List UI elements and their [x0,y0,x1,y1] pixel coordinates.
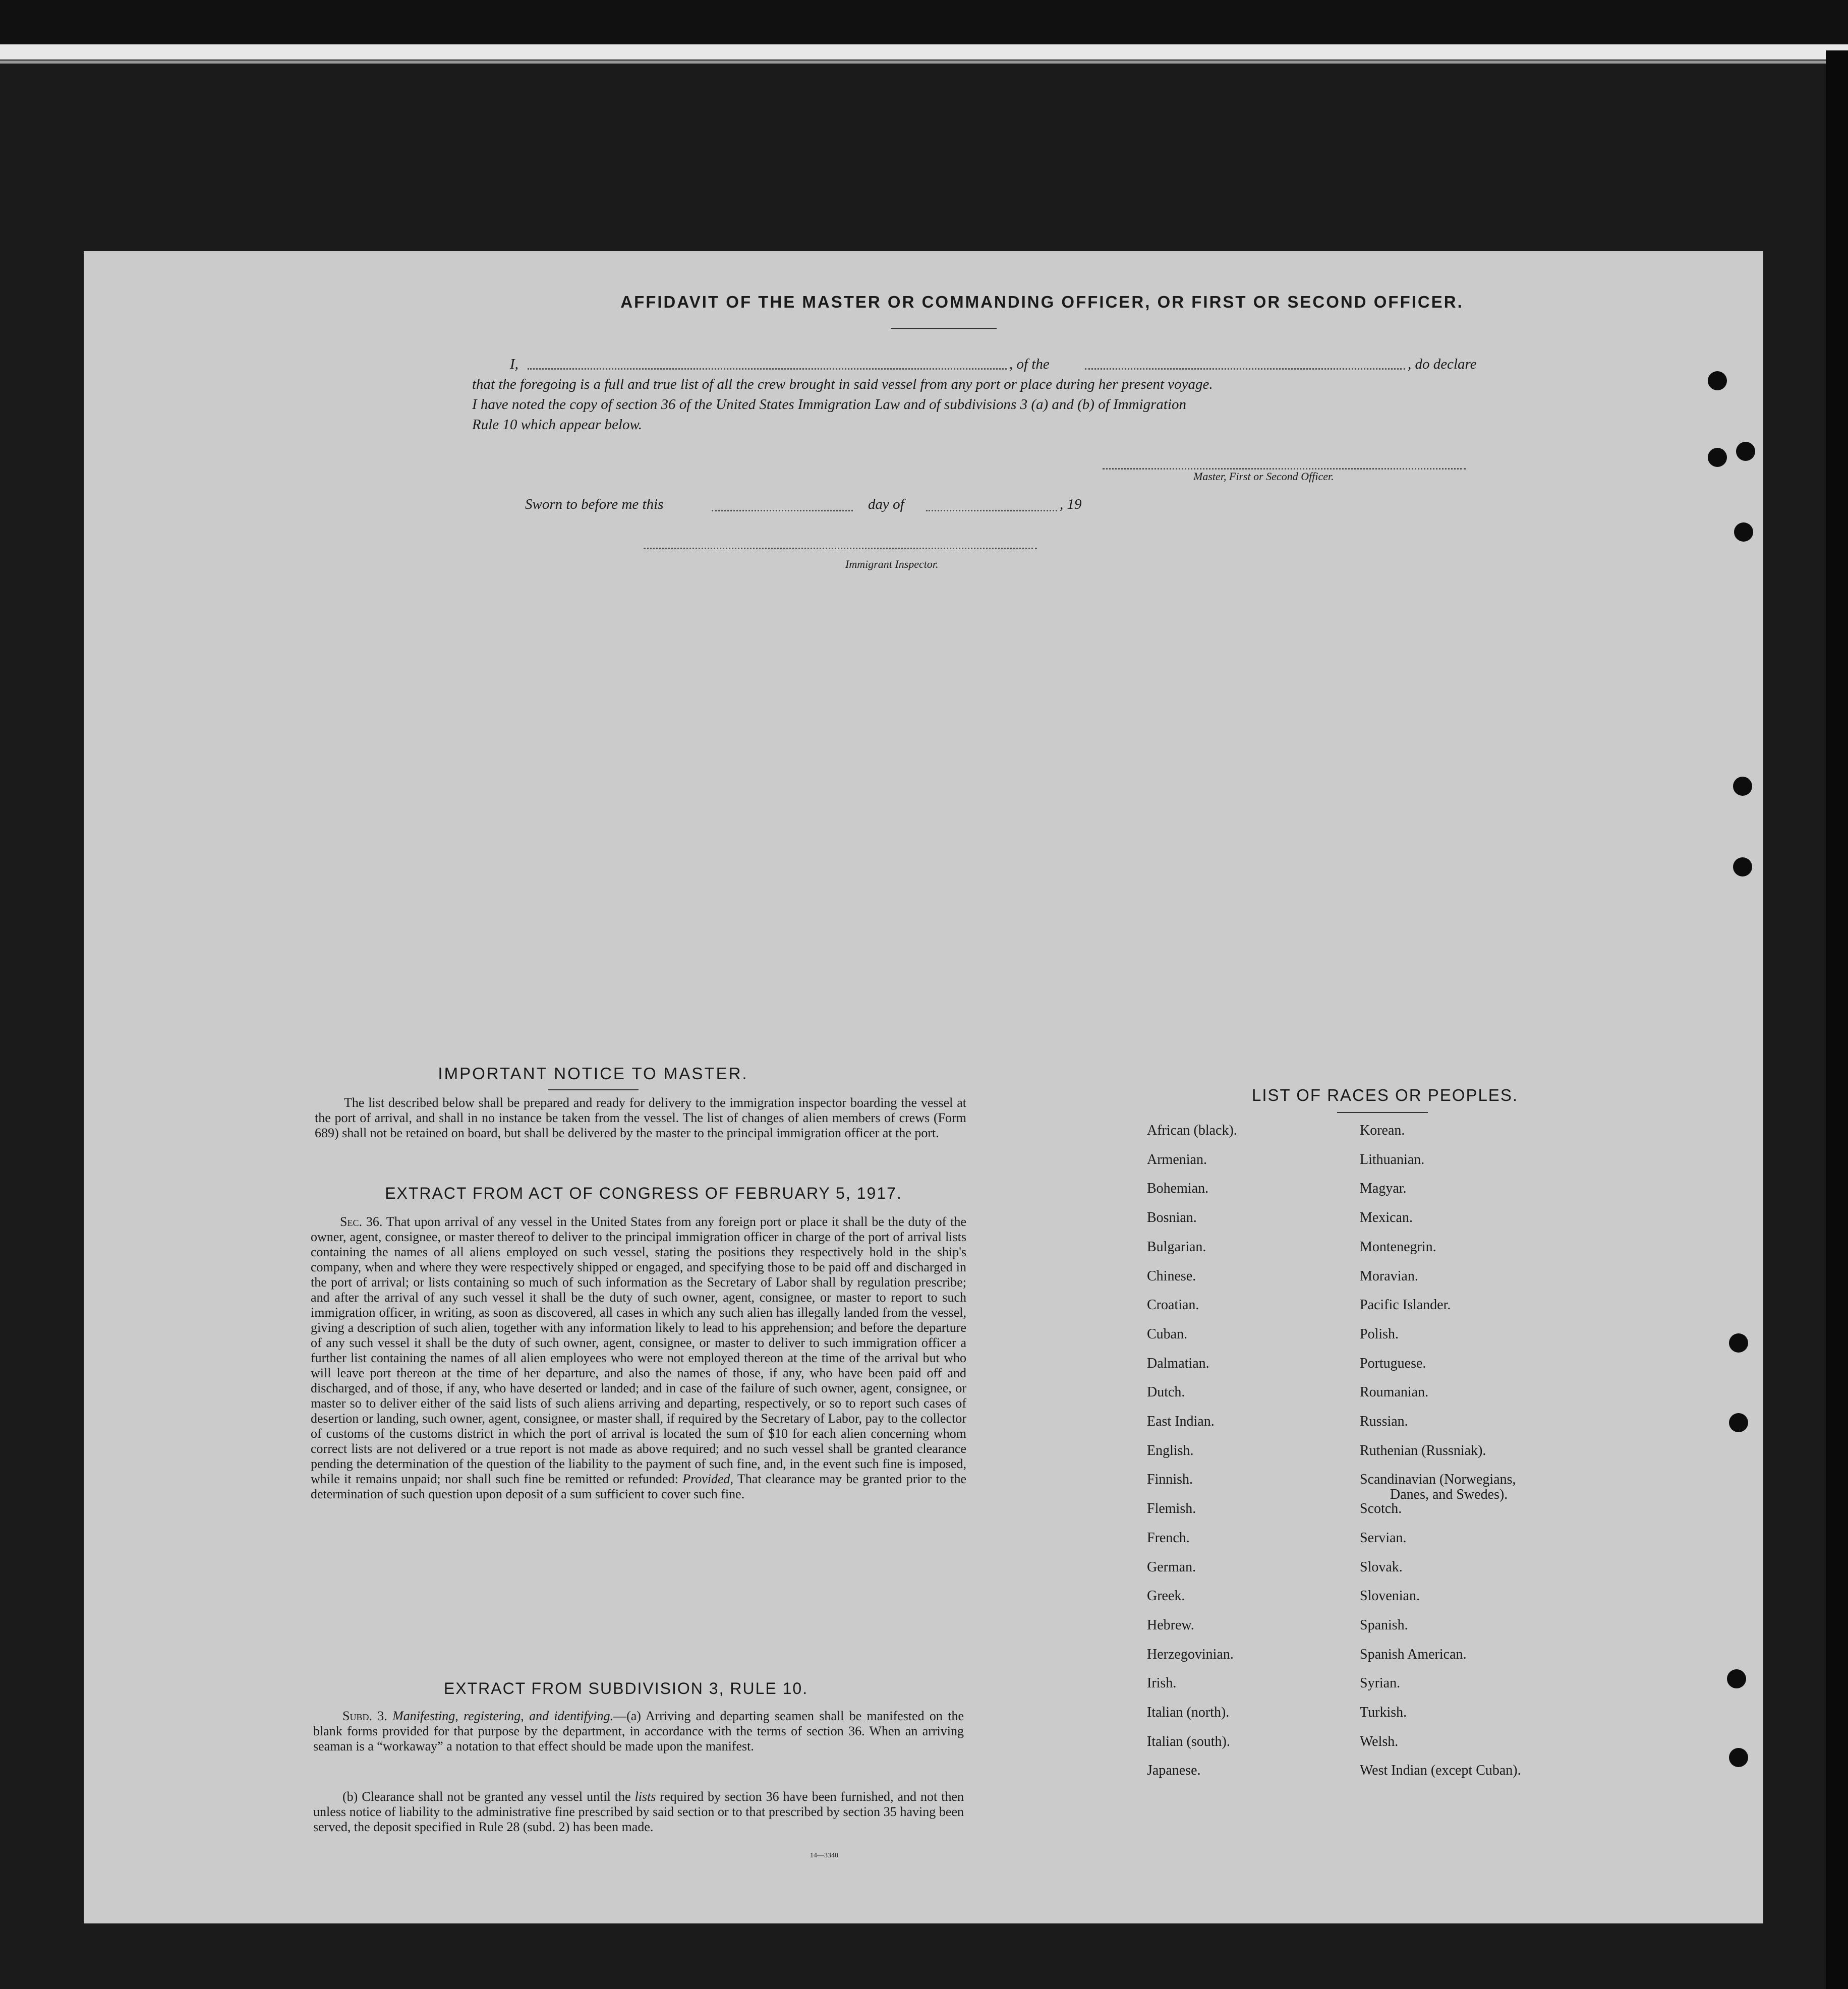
binding-hole [1729,1333,1748,1353]
race-item: Cuban. [1147,1326,1188,1342]
race-item: Ruthenian (Russniak). [1360,1443,1486,1458]
sworn-prefix: Sworn to before me this [525,496,664,512]
affidavit-do-declare: , do declare [1408,356,1477,372]
subd-para-b1: (b) Clearance shall not be granted any vessel until the [342,1789,635,1804]
race-item: Hebrew. [1147,1617,1194,1633]
sworn-month-blank[interactable] [926,510,1057,511]
race-item: Roumanian. [1360,1384,1429,1400]
race-item: Portuguese. [1360,1356,1426,1371]
race-item: Korean. [1360,1123,1405,1138]
binding-hole [1734,522,1753,542]
race-item: Finnish. [1147,1472,1193,1487]
subd-label: Subd. 3. [342,1709,387,1723]
master-signature-caption: Master, First or Second Officer. [1193,470,1334,483]
form-number: 14—3340 [810,1852,838,1859]
race-item: Mexican. [1360,1210,1413,1225]
affidavit-title: AFFIDAVIT OF THE MASTER OR COMMANDING OFFICER, OR FIRST OR SECOND OFFICER. [620,292,1464,311]
binding-hole [1708,448,1727,467]
sec-36-body-end: That clearance may be granted prior to the determination of such question upon deposit of a sum sufficient to cover such fine. [311,1472,966,1501]
affidavit-i: I, [510,356,518,372]
race-item: West Indian (except Cuban). [1360,1763,1521,1778]
subdivision-a-text [313,1709,964,1754]
name-blank[interactable] [528,368,1007,370]
subdivision-b-text [313,1789,964,1835]
extract-act-title: EXTRACT FROM ACT OF CONGRESS OF FEBRUARY 5, 1917. [385,1184,902,1202]
race-item: Scotch. [1360,1501,1402,1516]
race-item: Polish. [1360,1326,1399,1342]
binding-hole [1729,1748,1748,1767]
race-item: East Indian. [1147,1414,1215,1429]
race-item: Armenian. [1147,1152,1207,1167]
binding-hole [1729,1413,1748,1432]
race-item: Irish. [1147,1675,1177,1691]
affidavit-of-the: , of the [1009,356,1050,372]
film-edge-line [0,61,1848,64]
film-top-strip [0,0,1848,44]
race-item: African (black). [1147,1123,1237,1138]
binding-hole [1708,371,1727,390]
race-item: French. [1147,1530,1190,1546]
race-item: Dutch. [1147,1384,1185,1400]
sec-36-label: Sec. 36. [340,1214,383,1229]
race-item: Dalmatian. [1147,1356,1209,1371]
race-item: German. [1147,1559,1196,1575]
race-item: Italian (south). [1147,1734,1230,1749]
sec-36-provided: Provided, [682,1472,733,1486]
race-item: Italian (north). [1147,1705,1230,1720]
binding-hole [1736,442,1755,461]
subd-para-b-lists: lists [634,1789,656,1804]
races-divider [1337,1112,1428,1113]
race-item: Moravian. [1360,1268,1418,1284]
sworn-day-of: day of [868,496,904,512]
film-right-edge [1826,50,1848,1989]
race-item: Servian. [1360,1530,1407,1546]
race-item: English. [1147,1443,1194,1458]
race-item: Turkish. [1360,1705,1407,1720]
race-item: Slovenian. [1360,1588,1420,1604]
race-item: Russian. [1360,1414,1408,1429]
races-title: LIST OF RACES OR PEOPLES. [1251,1086,1519,1104]
subd-para-a: —(a) Arriving and departing seamen shall be manifested on the blank forms provided for that purpose by the department, in accordance with the terms of section 36. When an arriving seaman is a “workaway” a notation to that effect should be made upon the manifest. [313,1709,964,1753]
master-signature-line[interactable] [1103,468,1466,470]
race-item: Herzegovinian. [1147,1647,1234,1662]
notice-text: The list described below shall be prepared and ready for delivery to the immigration inspector boarding the vessel at the port of arrival, and shall in no instance be taken from the vessel. The list of changes of alien members of crews (Form 689) shall not be retained on board, but shall be delivered by the master to the principal immigration officer at the port. [315,1095,966,1140]
affidavit-line-3: I have noted the copy of section 36 of the United States Immigration Law and of subdivisions 3 (a) and (b) of Immigration [472,396,1187,413]
subd-para-b2: required by section 36 have been furnished, and not then unless notice of liability to the administrative fine prescribed by said section or to that prescribed by section 35 having been served, the deposit specified in Rule 28 (subd. 2) has been made. [313,1789,964,1834]
affidavit-line-2: that the foregoing is a full and true list of all the crew brought in said vessel from any port or place during her present voyage. [472,376,1213,392]
notice-divider [548,1089,639,1090]
race-item: Bulgarian. [1147,1239,1206,1255]
race-item: Welsh. [1360,1734,1399,1749]
film-edge-band [0,44,1848,60]
affidavit-line-4: Rule 10 which appear below. [472,417,642,433]
race-item-continuation: Danes, and Swedes). [1390,1487,1508,1502]
race-item: Spanish American. [1360,1647,1467,1662]
race-item: Spanish. [1360,1617,1408,1633]
vessel-blank[interactable] [1085,368,1405,370]
race-item: Bosnian. [1147,1210,1197,1225]
binding-hole [1733,857,1752,876]
race-item: Greek. [1147,1588,1185,1604]
race-item: Flemish. [1147,1501,1196,1516]
race-item: Magyar. [1360,1181,1407,1196]
race-item: Montenegrin. [1360,1239,1436,1255]
race-item: Lithuanian. [1360,1152,1425,1167]
race-item: Syrian. [1360,1675,1401,1691]
binding-hole [1733,777,1752,796]
race-item: Pacific Islander. [1360,1297,1451,1313]
subd-italic: Manifesting, registering, and identifying. [392,1709,614,1723]
inspector-caption: Immigrant Inspector. [845,558,939,570]
notice-title: IMPORTANT NOTICE TO MASTER. [438,1064,748,1083]
race-item: Chinese. [1147,1268,1196,1284]
binding-hole [1727,1669,1746,1688]
section-36-text [311,1214,966,1502]
extract-rule-title: EXTRACT FROM SUBDIVISION 3, RULE 10. [443,1679,808,1698]
race-item: Scandinavian (Norwegians, [1360,1472,1516,1487]
document-page [84,251,1763,1923]
inspector-signature-line[interactable] [644,548,1037,549]
sec-36-body: That upon arrival of any vessel in the United States from any foreign port or place it shall be the duty of the owner, agent, consignee, or master thereof to deliver to the principal immigration officer in charge of the port of arrival lists containing the names of all aliens employed on such vessel, stating the positions they respectively hold in the ship's company, when and where they were respectively shipped or engaged, and specifying those to be paid off and discharged in the port of arrival; or lists containing so much of such information as the Secretary of Labor shall by regulation prescribe; and after the arrival of any such vessel it shall be the duty of such owner, agent, consignee, or master to report to such immigration officer, in writing, as soon as discovered, all cases in which any such alien has illegally landed from the vessel, giving a description of such alien, together with any information likely to lead to his apprehension; and before the departure of any such vessel it shall be the duty of such owner, agent, consignee, or master to deliver to such immigration officer a further list containing the names of all alien employees who were not employed thereon at the time of the arrival but who will leave port thereon at the time of her departure, and also the names of those, if any, who have been paid off and discharged, and of those, if any, who have deserted or landed; and in case of the failure of such owner, agent, consignee, or master so to deliver either of the said lists of such aliens arriving and departing, respectively, or so to report such cases of desertion or landing, such owner, agent, consignee, or master shall, if required by the Secretary of Labor, pay to the collector of customs of the customs district in which the port of arrival is located the sum of $10 for each alien concerning whom correct lists are not delivered or a true report is not made as above required; and no such vessel shall be granted clearance pending the determination of the question of the liability to the payment of such fine, and, in the event such fine is imposed, while it remains unpaid; nor shall such fine be remitted or refunded: [311,1214,966,1486]
title-divider [891,328,997,329]
race-item: Slovak. [1360,1559,1403,1575]
sworn-day-blank[interactable] [712,510,853,511]
race-item: Bohemian. [1147,1181,1209,1196]
race-item: Japanese. [1147,1763,1201,1778]
sworn-year: , 19 [1060,496,1082,512]
race-item: Croatian. [1147,1297,1199,1313]
